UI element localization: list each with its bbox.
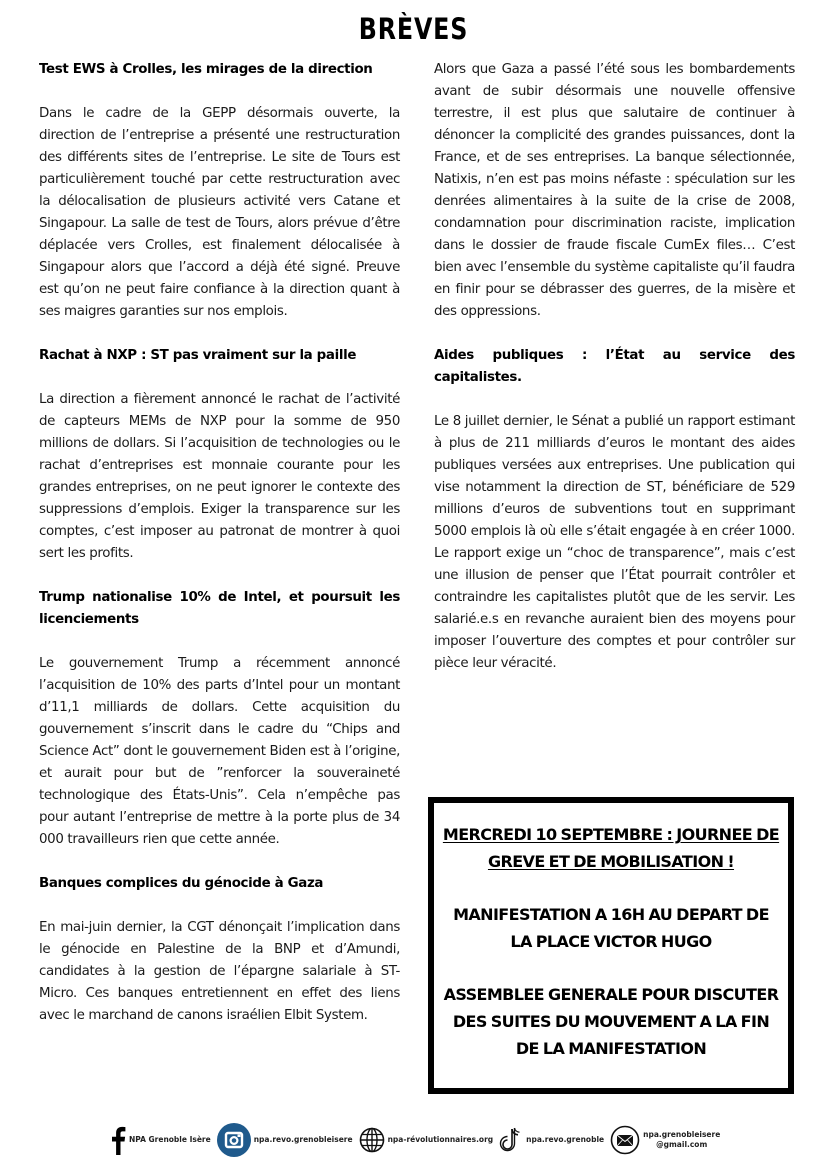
globe-icon: [359, 1127, 385, 1153]
article-body: La direction a fièrement annoncé le rachat de l’activité de capteurs MEMs de NXP pour la somme de 950 millions de dollars. Si l’acquisition de technologies ou le rachat d’entreprises est monnaie courante pour les grandes entreprises, on ne peut ignorer le contexte des suppressions d’emplois. Exiger la transparence sur les comptes, c’est imposer au patronat de montrer à quoi sert les profits.: [39, 392, 400, 561]
article-rachat-nxp: [39, 345, 400, 565]
tiktok-icon: [499, 1126, 523, 1154]
article-body: Dans le cadre de la GEPP désormais ouverte, la direction de l’entreprise a présenté une restructuration des différents sites de l’entreprise. Le site de Tours est particulièrement touché par cette restructuration avec la délocalisation de plusieurs activité vers Catane et Singapour. La salle de test de Tours, alors prévue d’être déplacée vers Crolles, est finalement délocalisée à Singapour alors que l’accord a déjà été signé. Preuve est qu’on ne peut faire confiance à la direction quant à ses maigres garanties sur nos emplois.: [39, 106, 400, 319]
footer-instagram-label: npa.revo.grenobleisere: [253, 1135, 353, 1144]
mobilisation-notice-box: [428, 797, 794, 1094]
article-heading: Banques complices du génocide à Gaza: [39, 876, 324, 891]
notice-headline-line: MERCREDI 10 SEPTEMBRE : JOURNEE DE: [442, 825, 780, 844]
article-heading: Aides publiques : l’État au service des capitalistes.: [434, 348, 795, 385]
article-body: En mai-juin dernier, la CGT dénonçait l’implication dans le génocide en Palestine de la BNP et d’Amundi, candidates à la gestion de l’épargne salariale à ST-Micro. Ces banques entretiennent en effet des liens avec le marchand de canons israélien Elbit System.: [39, 920, 400, 1023]
footer-email[interactable]: [610, 1125, 720, 1155]
article-body: Le 8 juillet dernier, le Sénat a publié un rapport estimant à plus de 211 milliards d’euros le montant des aides publiques versées aux entreprises. Une publication qui vise notamment la direction de ST, bénéficiare de 529 millions d’euros de subventions tout en supprimant 5000 emplois là où elle s’était engagée à en créer 1000. Le rapport exige un “choc de transparence”, mais c’est une illusion de penser que l’État pourrait contrôler et contraindre les capitalistes plutôt que de les servir. Les salarié.e.s en revanche auraient bien des moyens pour imposer l’ouverture des comptes et pour contrôler sur pièce leur véracité.: [434, 414, 795, 671]
footer-email-label: npa.grenobleisere @gmail.com: [643, 1129, 721, 1149]
footer-facebook[interactable]: [110, 1125, 211, 1155]
footer-facebook-label: NPA Grenoble Isère: [129, 1135, 211, 1144]
article-banques-gaza: [39, 873, 400, 1027]
article-trump-intel: [39, 587, 400, 851]
footer-tiktok[interactable]: [499, 1126, 604, 1154]
article-heading: Test EWS à Crolles, les mirages de la direction: [39, 62, 373, 77]
instagram-icon: [217, 1123, 251, 1157]
footer-website[interactable]: [359, 1127, 494, 1153]
footer-instagram[interactable]: [217, 1123, 353, 1157]
social-footer: [110, 1117, 721, 1162]
footer-tiktok-label: npa.revo.grenoble: [526, 1135, 605, 1144]
article-heading: Rachat à NXP : ST pas vraiment sur la paille: [39, 348, 357, 363]
article-aides-publiques: [434, 345, 795, 675]
notice-demo-line: LA PLACE VICTOR HUGO: [510, 932, 712, 951]
envelope-icon: [610, 1125, 640, 1155]
page-title: BRÈVES: [358, 12, 469, 46]
notice-assembly-line: ASSEMBLEE GENERALE POUR DISCUTER: [443, 985, 779, 1004]
facebook-icon: [110, 1125, 126, 1155]
article-body: Le gouvernement Trump a récemment annoncé l’acquisition de 10% des parts d’Intel pour un montant d’11,1 milliards de dollars. Cette acquisition du gouvernement s’inscrit dans le cadre du “Chips and Science Act” dont le gouvernement Biden est à l’origine, et aurait pour but de ”renforcer la souveraineté technologique des États-Unis”. Cela n’empêche pas pour autant l’entreprise de mettre à la porte plus de 34 000 travailleurs rien que cette année.: [39, 656, 400, 847]
right-column: [434, 59, 795, 697]
notice-headline-line: GREVE ET DE MOBILISATION !: [487, 852, 735, 871]
article-heading: Trump nationalise 10% de Intel, et poursuit les licenciements: [39, 590, 400, 627]
notice-assembly-line: DE LA MANIFESTATION: [515, 1039, 707, 1058]
article-body: Alors que Gaza a passé l’été sous les bombardements avant de subir désormais une nouvelle offensive terrestre, il est plus que salutaire de continuer à dénoncer la complicité des grandes puissances, dont la France, et de ses entreprises. La banque sélectionnée, Natixis, n’en est pas moins néfaste : spéculation sur les denrées alimentaires à la suite de la crise de 2008, condamnation pour discrimination raciste, implication dans le dossier de fraude fiscale CumEx files… C’est bien avec l’ensemble du système capitaliste qu’il faudra en finir pour se débrasser des guerres, de la misère et des oppressions.: [434, 62, 795, 319]
footer-website-label: npa-révolutionnaires.org: [387, 1135, 494, 1144]
notice-demo-line: MANIFESTATION A 16H AU DEPART DE: [453, 905, 769, 924]
notice-assembly-line: DES SUITES DU MOUVEMENT A LA FIN: [452, 1012, 770, 1031]
article-banques-gaza-continued: [434, 59, 795, 323]
article-test-ews: [39, 59, 400, 323]
left-column: [39, 59, 400, 1049]
